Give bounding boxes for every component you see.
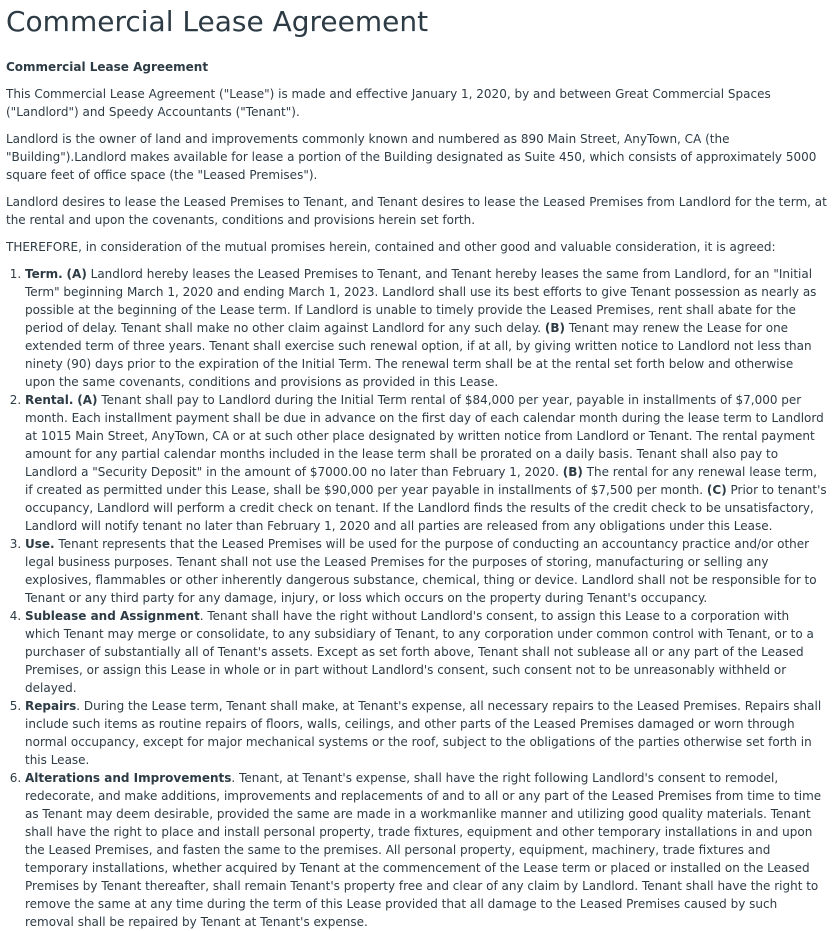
clause-term [25,265,827,391]
clause-sublease [25,607,827,697]
clause-alterations [25,769,827,931]
clause-list [6,265,827,931]
clause-sublease-text: . Tenant shall have the right without Landlord's consent, to assign this Lease to a corporation with which Tenant may merge or consolidate, to any subsidiary of Tenant, to any corporation under common control with Tenant, or to a purchaser of substantially all of Tenant's assets. Except as set forth above, Tenant shall not sublease all or any part of the Leased Premises, or assign this Lease in whole or in part without Landlord's consent, such consent not to be unreasonably withheld or delayed. [25,609,814,695]
clause-rental [25,391,827,535]
clause-use-heading: Use. [25,537,55,551]
clause-repairs-heading: Repairs [25,699,77,713]
premises-paragraph: Landlord is the owner of land and improvements commonly known and numbered as 890 Main Street, AnyTown, CA (the "Building").Landlord makes available for lease a portion of the Building designated as Suite 450, which consists of approximately 5000 square feet of office space (the "Leased Premises"). [6,132,817,182]
clause-rental-c-label: (C) [706,483,727,497]
clause-rental-b-text: The rental for any renewal lease term, if created as permitted under this Lease, shall be $90,000 per year payable in installments of $7,500 per month. [25,465,818,497]
clause-repairs-text: . During the Lease term, Tenant shall make, at Tenant's expense, all necessary repairs to the Leased Premises. Repairs shall include such items as routine repairs of floors, walls, ceilings, and other parts of the Leased Premises damaged or worn through normal occupancy, except for major mechanical systems or the roof, subject to the obligations of the parties otherwise set forth in this Lease. [25,699,822,767]
clause-alterations-heading: Alterations and Improvements [25,771,232,785]
clause-alterations-text: . Tenant, at Tenant's expense, shall have the right following Landlord's consent to remodel, redecorate, and make additions, improvements and replacements of and to all or any part of the Leased Premises from time to time as Tenant may deem desirable, provided the same are made in a workmanlike manner and utilizing good quality materials. Tenant shall have the right to place and install personal property, trade fixtures, equipment and other temporary installations in and upon the Leased Premises, and fasten the same to the premises. All personal property, equipment, machinery, trade fixtures and temporary installations, whether acquired by Tenant at the commencement of the Lease term or placed or installed on the Leased Premises by Tenant thereafter, shall remain Tenant's property free and clear of any claim by Landlord. Tenant shall have the right to remove the same at any time during the term of this Lease provided that all damage to the Leased Premises caused by such removal shall be repaired by Tenant at Tenant's expense. [25,771,822,929]
clause-term-a-text: Landlord hereby leases the Leased Premises to Tenant, and Tenant hereby leases the same from Landlord, for an "Initial Term" beginning March 1, 2020 and ending March 1, 2023. Landlord shall use its best efforts to give Tenant possession as nearly as possible at the beginning of the Lease term. If Landlord is unable to timely provide the Leased Premises, rent shall abate for the period of delay. Tenant shall make no other claim against Landlord for any such delay. [25,267,817,335]
clause-repairs [25,697,827,769]
document-subheading: Commercial Lease Agreement [6,60,209,74]
page-title: Commercial Lease Agreement [6,5,429,38]
clause-term-b-text: Tenant may renew the Lease for one extended term of three years. Tenant shall exercise such renewal option, if at all, by giving written notice to Landlord not less than ninety (90) days prior to the expiration of the Initial Term. The renewal term shall be at the rental set forth below and otherwise upon the same covenants, conditions and provisions as provided in this Lease. [25,321,812,389]
clause-rental-heading: Rental. [25,393,74,407]
clause-term-heading: Term. [25,267,63,281]
clause-rental-c-text: Prior to tenant's occupancy, Landlord will perform a credit check on tenant. If the Landlord finds the results of the credit check to be unsatisfactory, Landlord will notify tenant no later than February 1, 2020 and all parties are released from any obligations under this Lease. [25,483,827,533]
clause-rental-a-label: (A) [77,393,98,407]
clause-term-a-label: (A) [66,267,87,281]
desire-paragraph: Landlord desires to lease the Leased Premises to Tenant, and Tenant desires to lease the Leased Premises from Landlord for the term, at the rental and upon the covenants, conditions and provisions herein set forth. [6,195,827,227]
clause-use [25,535,827,607]
clause-rental-b-label: (B) [562,465,583,479]
intro-paragraph: This Commercial Lease Agreement ("Lease") is made and effective January 1, 2020, by and between Great Commercial Spaces ("Landlord") and Speedy Accountants ("Tenant"). [6,87,771,119]
clause-sublease-heading: Sublease and Assignment [25,609,200,623]
therefore-paragraph: THEREFORE, in consideration of the mutual promises herein, contained and other good and valuable consideration, it is agreed: [6,240,776,254]
clause-term-b-label: (B) [544,321,566,335]
clause-rental-a-text: Tenant shall pay to Landlord during the Initial Term rental of $84,000 per year, payable in installments of $7,000 per month. Each installment payment shall be due in advance on the first day of each calendar month during the lease term to Landlord at 1015 Main Street, AnyTown, CA or at such other place designated by written notice from Landlord or Tenant. The rental payment amount for any partial calendar months included in the lease term shall be prorated on a daily basis. Tenant shall also pay to Landlord a "Security Deposit" in the amount of $7000.00 no later than February 1, 2020. [25,393,824,479]
clause-use-text: Tenant represents that the Leased Premises will be used for the purpose of conducting an accountancy practice and/or other legal business purposes. Tenant shall not use the Leased Premises for the purposes of storing, manufacturing or selling any explosives, flammables or other inherently dangerous substance, chemical, thing or device. Landlord shall not be responsible for to Tenant or any third party for any damage, injury, or loss which occurs on the property during Tenant's occupancy. [25,537,817,605]
